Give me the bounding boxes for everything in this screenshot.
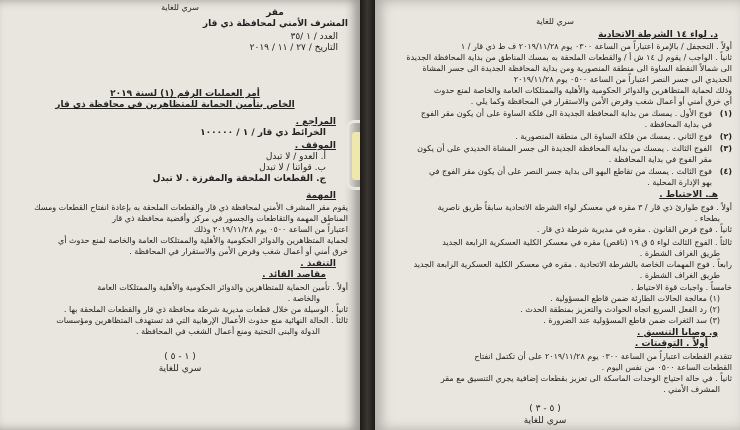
reserve-line: (١) معالجة الحالات الطارئة ضمن قاطع المسؤولية .	[550, 294, 720, 303]
classification-top: سري للغاية	[161, 3, 199, 12]
execution-heading: التنفيذ .	[300, 259, 336, 269]
references-heading: المراجع .	[295, 117, 336, 127]
mission-line: خرق أمني أو أعمال شغب وفرض الأمن والاستقرار في المحافظة .	[129, 247, 348, 256]
timing-line: القطعات الساعة ٠٥٠٠ من نفس اليوم .	[601, 363, 732, 372]
item-number: (٣)	[719, 144, 732, 153]
reserve-line: (٢) رد الفعل السريع اتجاه الحوادث والتعزيز بمنطقة الحدث .	[520, 305, 720, 314]
mission-line: يقوم مقر المشرف الأمني لمحافظة ذي قار والقطعات الملحقة به بإعادة انفتاح القطعات ومسك	[34, 203, 348, 212]
commander-intent: مقاصد القائد .	[262, 270, 326, 280]
brigade-line: وذلك لحماية المتظاهرين والدوائر الحكومية والأهلية والممتلكات العامة والخاصة لمنع حدوث	[433, 86, 732, 95]
timings-heading: أولاً . التوقيتات .	[634, 339, 708, 349]
references-line: الخرائط ذي قار / ١ / ١٠٠٠٠٠	[200, 128, 326, 138]
reserve-line: أولاً . فوج طوارئ ذي قار / ٣ مقره في معسكر لواء الشرطة الاتحادية سابقاً طريق ناصرية	[437, 203, 732, 212]
intent-line: ثالثاً . الحالة النهائية منع حدوث الأعمال الإرهابية التي قد تستهدف المتظاهرين ومؤسسات	[56, 316, 348, 325]
item-number: (٢)	[719, 132, 732, 141]
page-number: ( ١ - ٥ )	[164, 352, 196, 362]
reserve-line: رابعاً . فوج المهمات الخاصة بالشرطة الاتحادية . مقره في معسكر الكلية العسكرية الرابعة الجديد	[413, 260, 732, 269]
intent-line: والخاصة .	[287, 294, 320, 303]
item-line: الفوج الثالث . يمسك من بداية المحافظة الجديدة الى جسر المشاة الحديدي على أن يكون	[417, 144, 712, 153]
brigade-line: الحديدي الى جسر النصر اعتباراً من الساعة ٠٥٠٠ يوم ٢٠١٩/١١/٢٨	[513, 75, 732, 84]
header-date: التاريخ / ٢٧ / ١١ / ٢٠١٩	[249, 43, 338, 53]
reserve-heading: هـ. الاحتياط .	[659, 190, 718, 200]
classification-top: سري للغاية	[536, 17, 574, 26]
header-line-1: مقر	[266, 8, 284, 18]
order-title: أمر العمليات الرقم (١) لسنة ٢٠١٩	[110, 89, 260, 99]
brigade-line: أي خرق أمني أو أعمال شغب وفرض الأمن والاستقرار في المحافظة وكما يلي .	[470, 97, 732, 106]
item-line: فوج الأول . يمسك من بداية المحافظة الجديدة الى فلكة الساوة على أن يكون مقر الفوج	[420, 109, 712, 118]
page-gap	[360, 0, 375, 430]
coordination-heading: و. وصايا التنسيق .	[636, 328, 718, 338]
order-subtitle: الخاص بتأمين الحماية للمتظاهرين في محافظة ذي قار	[55, 100, 295, 110]
item-line: مقر الفوج في بداية المحافظة .	[608, 155, 712, 164]
situation-heading: الموقف .	[294, 141, 336, 151]
timing-line: المشرف الأمني .	[663, 385, 720, 394]
header-line-2: المشرف الأمني لمحافظة ذي قار	[202, 19, 348, 29]
intent-line: ثانياً . الوسيلة من خلال قطعات مديرية شرطة محافظة ذي قار والقطعات الملحقة بها .	[63, 305, 348, 314]
brigade-line: ثانياً . الواجب / يقوم ل ١٤ ش أ / والقطعات الملحقة به بمسك المناطق من بداية المحافظة الجديدة	[406, 53, 732, 62]
timing-line: تتقدم القطعات اعتباراً من الساعة ٠٣٠٠ يوم ٢٠١٩/١١/٢٨ على أن تكتمل انفتاح	[474, 352, 732, 361]
classification-bottom: سري للغاية	[523, 416, 567, 426]
mission-line: المناطق المهمة والتقاطعات والجسور في مركز وأقضية محافظة ذي قار	[112, 214, 348, 223]
mission-line: لحماية المتظاهرين والدوائر الحكومية والأهلية والممتلكات العامة والخاصة لمنع حدوث أي	[57, 236, 348, 245]
intent-line: أولاً . تأمين الحماية للمتظاهرين والدوائر الحكومية والأهلية والممتلكات العامة	[97, 283, 348, 292]
intent-line: الدولة والبنى التحتية ومنع أعمال الشغب في المحافظة .	[136, 327, 320, 336]
timing-line: ثانياً . في حالة احتياج الوحدات الماسكة الى تعزيز بقطعات إضافية يجري التنسيق مع مقر	[440, 374, 732, 383]
binder-tab	[352, 132, 360, 180]
brigade-line: الى شمالاً النقطة الساوة الى منطقة المنصورية ومن بداية المحافظة الجديدة الى جسر المشاة	[422, 64, 732, 73]
item-number: (١)	[719, 109, 732, 118]
item-line: في بداية المحافظة .	[644, 120, 712, 129]
item-line: فوج الثاني . يمسك من فلكة الساوة الى منطقة المنصورية .	[515, 132, 712, 141]
item-line: فوج الثالث . يمسك من تقاطع البهو الى بداية جسر النصر على أن يكون مقر الفوج في	[429, 167, 712, 176]
classification-bottom: سري للغاية	[158, 364, 202, 374]
mission-line: اعتباراً من الساعة ٠٥٠٠ يوم ٢٠١٩/١١/٢٨ وذلك	[193, 225, 348, 234]
situation-a: أ. العدو / لا تبدل	[265, 152, 326, 162]
mission-heading: المهمة	[306, 191, 336, 201]
right-document-page	[375, 0, 740, 430]
left-document-page	[0, 0, 360, 430]
header-number: العدد / ١ /٣٥	[290, 32, 338, 42]
item-number: (٤)	[719, 167, 732, 176]
page-number: ( ٥ - ٣ )	[529, 404, 561, 414]
item-line: بهو الإدارة المحلية .	[647, 178, 712, 187]
reserve-line: طريق الغراف الشطرة .	[639, 271, 720, 280]
reserve-line: بطحاء .	[694, 214, 720, 223]
reserve-line: طريق الغراف الشطرة .	[639, 249, 720, 258]
situation-c: ج. القطعات الملحقة والمفرزة . لا تبدل	[152, 174, 326, 184]
situation-b: ب. قواتنا / لا تبدل	[259, 163, 326, 173]
reserve-line: ثالثاً . الفوج الثالث لواء ٥ ق ١٩ (ناقص) مقره في معسكر الكلية العسكرية الرابعة الجديد	[442, 238, 732, 247]
reserve-line: (٣) سد الثغرات ضمن قاطع المسؤولية عند الضرورة .	[543, 316, 720, 325]
brigade-line: أولاً . التحجفل / بالإمرة اعتباراً من الساعة ٠٣٠٠ يوم ٢٠١٩/١١/٢٨ ف ط ذي قار / ١	[460, 42, 732, 51]
brigade-heading: د. لواء ١٤ الشرطة الاتحادية	[598, 30, 718, 40]
reserve-line: خامساً . واجبات قوة الاحتياط .	[631, 283, 732, 292]
reserve-line: ثانياً . فوج فرض القانون . مقره في مديرية شرطة ذي قار .	[536, 225, 732, 234]
